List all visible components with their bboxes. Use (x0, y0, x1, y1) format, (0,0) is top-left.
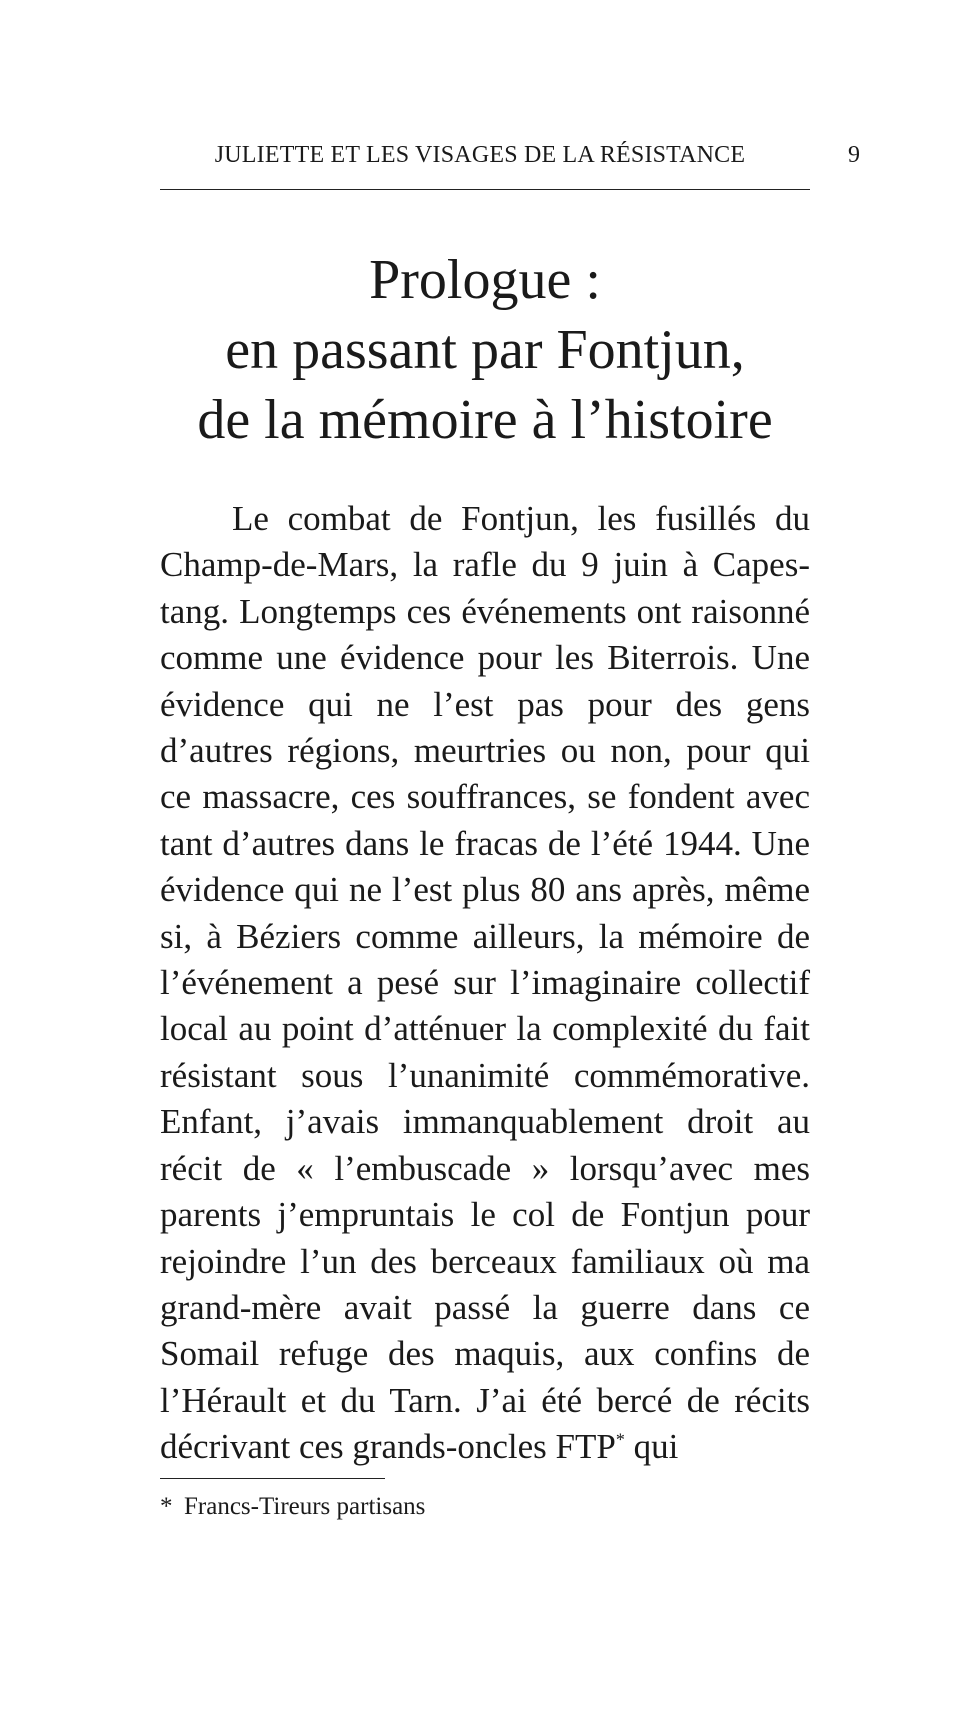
footnote-text: Francs-Tireurs partisans (184, 1493, 426, 1520)
header-rule (160, 189, 810, 190)
body-text-main: Le combat de Fontjun, les fusillés du Champ-de-Mars, la rafle du 9 juin à Capestang. Longtemps ces événements ont raisonné comme une évidence pour les Biterrois. Une évidence qui ne l’est pas pour des gens d’autres régions, meurtries ou non, pour qui ce massacre, ces souffrances, se fondent avec tant d’autres dans le fracas de l’été 1944. Une évidence qui ne l’est plus 80 ans après, même si, à Béziers comme ailleurs, la mémoire de l’événement a pesé sur l’imaginaire collectif local au point d’atténuer la complexité du fait résistant sous l’unanimité commémorative. Enfant, j’avais immanquablement droit au récit de « l’embuscade » lorsqu’avec mes parents j’empruntais le col de Fontjun pour rejoindre l’un des berceaux familiaux où ma grand-mère avait passé la guerre dans ce Somail refuge des maquis, aux confins de l’Hérault et du Tarn. J’ai été bercé de récits décrivant ces grands-oncles FTP (160, 499, 810, 1467)
running-header (160, 138, 810, 178)
footnote-marker: * (160, 1493, 173, 1520)
chapter-title (160, 245, 810, 455)
chapter-title-line-1: Prologue : (369, 249, 601, 311)
footnote-rule (160, 1478, 385, 1479)
page-number: 9 (848, 142, 860, 168)
body-text-tail: qui (624, 1427, 679, 1467)
running-title: JULIETTE ET LES VISAGES DE LA RÉSISTANCE (214, 142, 746, 168)
footnote-reference[interactable]: * (615, 1429, 625, 1450)
chapter-title-line-3: de la mémoire à l’histoire (197, 389, 773, 451)
footnote (160, 1490, 810, 1524)
body-paragraph (160, 496, 810, 1471)
chapter-title-line-2: en passant par Fontjun, (225, 319, 745, 381)
